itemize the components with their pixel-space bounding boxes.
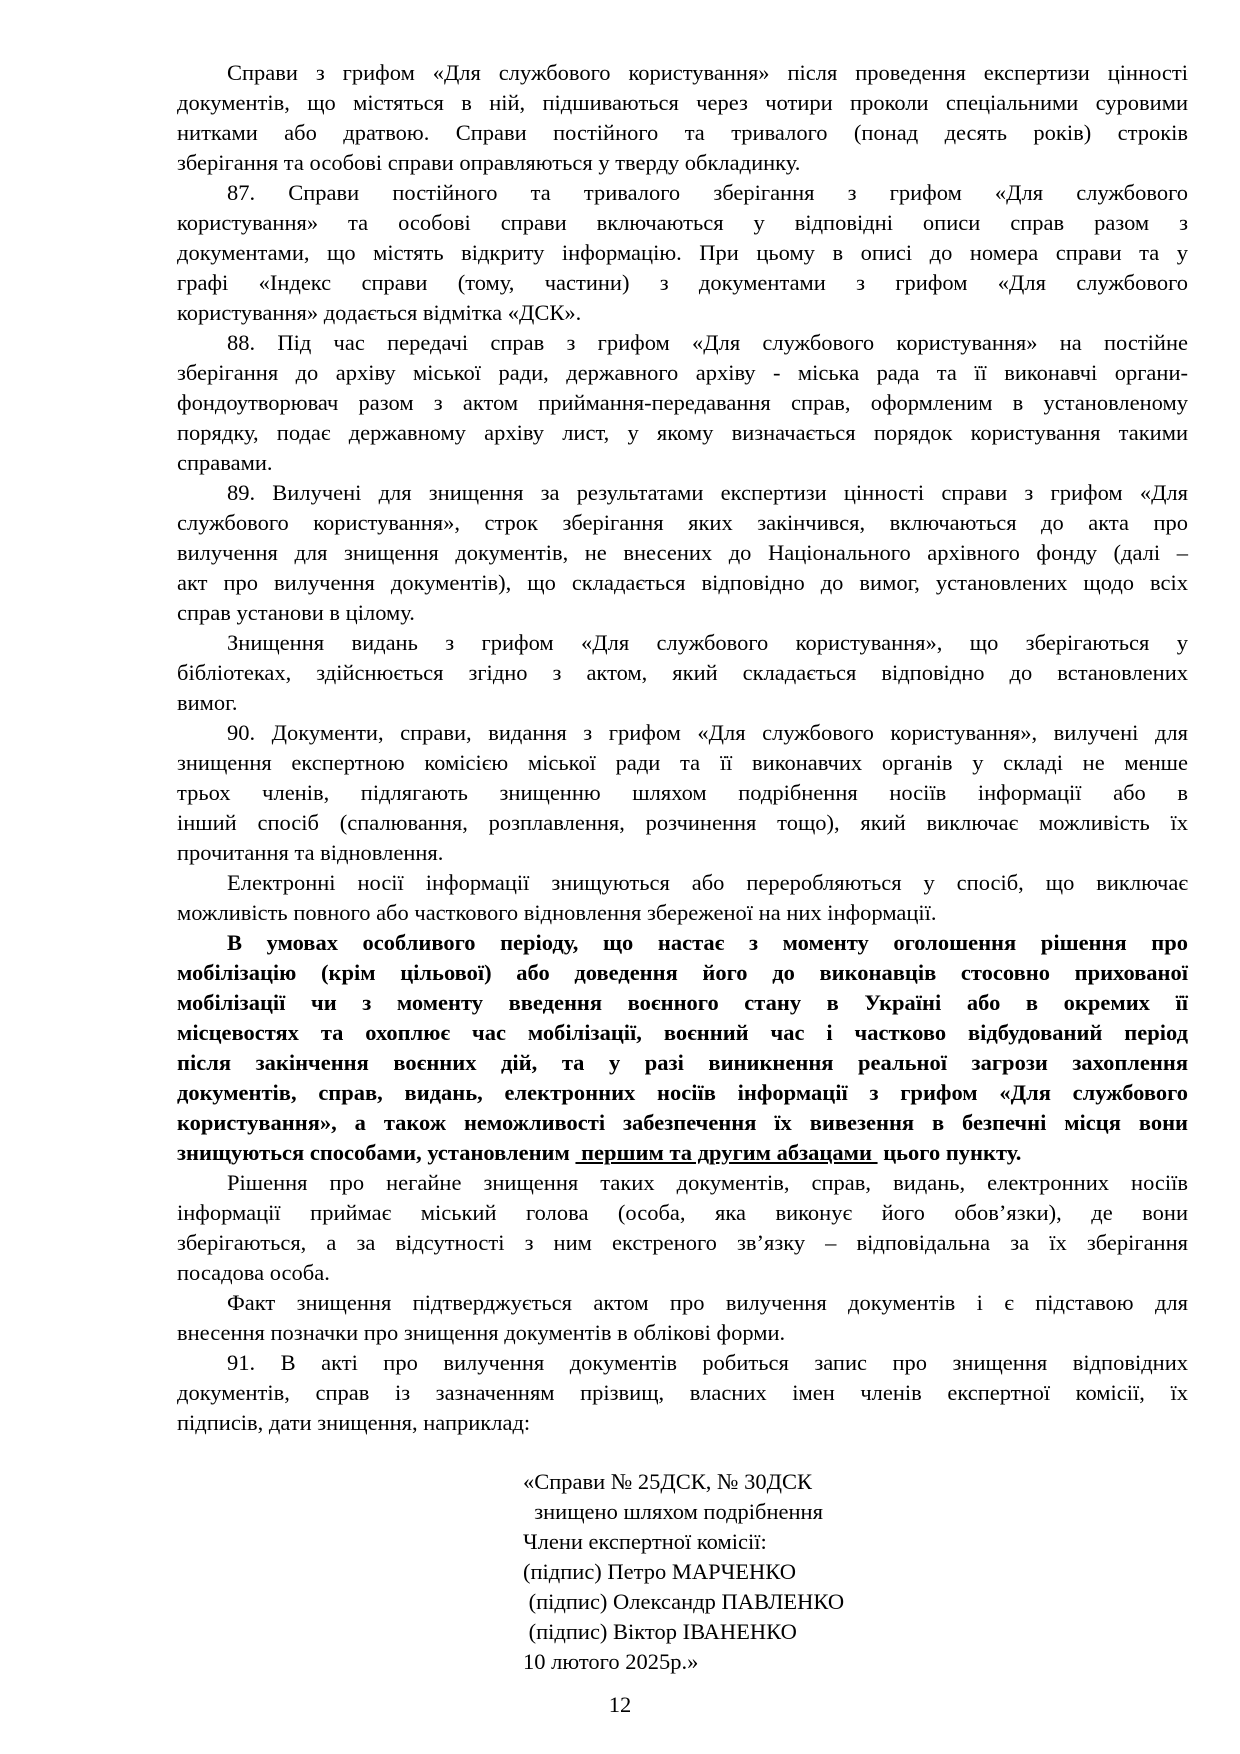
example-line: (підпис) Петро МАРЧЕНКО bbox=[523, 1559, 796, 1584]
paragraph-line: графі «Індекс справи (тому, частини) з документами з грифом «Для службового bbox=[177, 270, 1188, 295]
page-number: 12 bbox=[608, 1692, 632, 1717]
bold-paragraph-last-line bbox=[177, 1138, 1188, 1168]
paragraph-line: документів, що містяться в ній, підшиваються через чотири проколи спеціальними суровими bbox=[177, 90, 1188, 115]
example-line: «Справи № 25ДСК, № 30ДСК bbox=[523, 1469, 812, 1494]
paragraph-line: акт про вилучення документів), що складається відповідно до вимог, установлених щодо всіх bbox=[177, 570, 1188, 595]
paragraph-line: інформації приймає міський голова (особа, яка виконує його обов’язки), де вони bbox=[177, 1200, 1188, 1225]
paragraph-line: вилучення для знищення документів, не внесених до Національного архівного фонду (далі – bbox=[177, 540, 1188, 565]
paragraph-line: документів, справ із зазначенням прізвищ, власних імен членів експертної комісії, їх bbox=[177, 1380, 1188, 1405]
paragraph-line: 88. Під час передачі справ з грифом «Для службового користування» на постійне bbox=[227, 330, 1188, 355]
paragraph-line: користування» додається відмітка «ДСК». bbox=[177, 300, 582, 325]
paragraph-line: вимог. bbox=[177, 690, 238, 715]
paragraph-line: Рішення про негайне знищення таких документів, справ, видань, електронних носіїв bbox=[227, 1170, 1188, 1195]
paragraph-line: внесення позначки про знищення документів в облікові форми. bbox=[177, 1320, 786, 1345]
paragraph-line: Факт знищення підтверджується актом про вилучення документів і є підставою для bbox=[227, 1290, 1188, 1315]
paragraph-line: порядку, подає державному архіву лист, у якому визначається порядок користування такими bbox=[177, 420, 1188, 445]
example-line: 10 лютого 2025р.» bbox=[523, 1649, 699, 1674]
bold-paragraph-line: мобілізацію (крім цільової) або доведення його до виконавців стосовно прихованої bbox=[177, 960, 1188, 985]
paragraph-line: 91. В акті про вилучення документів робиться запис про знищення відповідних bbox=[227, 1350, 1188, 1375]
paragraph-line: трьох членів, підлягають знищенню шляхом подрібнення носіїв інформації або в bbox=[177, 780, 1188, 805]
paragraph-line: 89. Вилучені для знищення за результатами експертизи цінності справи з грифом «Для bbox=[227, 480, 1188, 505]
paragraph-line: Електронні носії інформації знищуються або переробляються у спосіб, що виключає bbox=[227, 870, 1188, 895]
paragraph-line: документами, що містять відкриту інформацію. При цьому в описі до номера справи та у bbox=[177, 240, 1188, 265]
paragraph-line: інший спосіб (спалювання, розплавлення, розчинення тощо), який виключає можливість їх bbox=[177, 810, 1188, 835]
bold-paragraph-line: В умовах особливого періоду, що настає з моменту оголошення рішення про bbox=[227, 930, 1188, 955]
paragraph-line: прочитання та відновлення. bbox=[177, 840, 444, 865]
paragraph-line: справами. bbox=[177, 450, 273, 475]
text-run: знищуються способами, установленим bbox=[177, 1140, 576, 1165]
paragraph-line: зберігаються, а за відсутності з ним екстреного зв’язку – відповідальна за їх зберігання bbox=[177, 1230, 1188, 1255]
paragraph-line: Справи з грифом «Для службового користування» після проведення експертизи цінності bbox=[227, 60, 1188, 85]
paragraph-line: службового користування», строк зберігання яких закінчився, включаються до акта про bbox=[177, 510, 1188, 535]
paragraph-line: можливість повного або часткового відновлення збереженої на них інформації. bbox=[177, 900, 937, 925]
underlined-reference: першим та другим абзацами bbox=[575, 1140, 878, 1165]
paragraph-line: підписів, дати знищення, наприклад: bbox=[177, 1410, 531, 1435]
paragraph-line: Знищення видань з грифом «Для службового користування», що зберігаються у bbox=[227, 630, 1188, 655]
text-run: цього пункту. bbox=[877, 1140, 1022, 1165]
paragraph-line: зберігання та особові справи оправляються у тверду обкладинку. bbox=[177, 150, 801, 175]
bold-paragraph-line: мобілізації чи з моменту введення воєнного стану в Україні або в окремих її bbox=[177, 990, 1188, 1015]
bold-paragraph-line: документів, справ, видань, електронних носіїв інформації з грифом «Для службового bbox=[177, 1080, 1188, 1105]
paragraph-line: 87. Справи постійного та тривалого зберігання з грифом «Для службового bbox=[227, 180, 1188, 205]
paragraph-line: справ установи в цілому. bbox=[177, 600, 415, 625]
paragraph-line: бібліотеках, здійснюється згідно з актом, який складається відповідно до встановлених bbox=[177, 660, 1188, 685]
bold-paragraph-line: користування», а також неможливості забезпечення їх вивезення в безпечні місця вони bbox=[177, 1110, 1188, 1135]
paragraph-line: користування» та особові справи включаються у відповідні описи справ разом з bbox=[177, 210, 1188, 235]
example-line: знищено шляхом подрібнення bbox=[523, 1499, 823, 1524]
paragraph-line: посадова особа. bbox=[177, 1260, 330, 1285]
paragraph-line: знищення експертною комісією міської ради та її виконавчих органів у складі не менше bbox=[177, 750, 1188, 775]
paragraph-line: 90. Документи, справи, видання з грифом «Для службового користування», вилучені для bbox=[227, 720, 1188, 745]
bold-paragraph-line: після закінчення воєнних дій, та у разі виникнення реальної загрози захоплення bbox=[177, 1050, 1188, 1075]
paragraph-line: зберігання до архіву міської ради, державного архіву - міська рада та її виконавчі органи- bbox=[177, 360, 1188, 385]
paragraph-line: нитками або дратвою. Справи постійного та тривалого (понад десять років) строків bbox=[177, 120, 1188, 145]
example-line: Члени експертної комісії: bbox=[523, 1529, 767, 1554]
example-line: (підпис) Олександр ПАВЛЕНКО bbox=[523, 1589, 845, 1614]
example-line: (підпис) Віктор ІВАНЕНКО bbox=[523, 1619, 797, 1644]
bold-paragraph-line: місцевостях та охоплює час мобілізації, воєнний час і частково відбудований період bbox=[177, 1020, 1188, 1045]
paragraph-line: фондоутворювач разом з актом приймання-передавання справ, оформленим в установленому bbox=[177, 390, 1188, 415]
